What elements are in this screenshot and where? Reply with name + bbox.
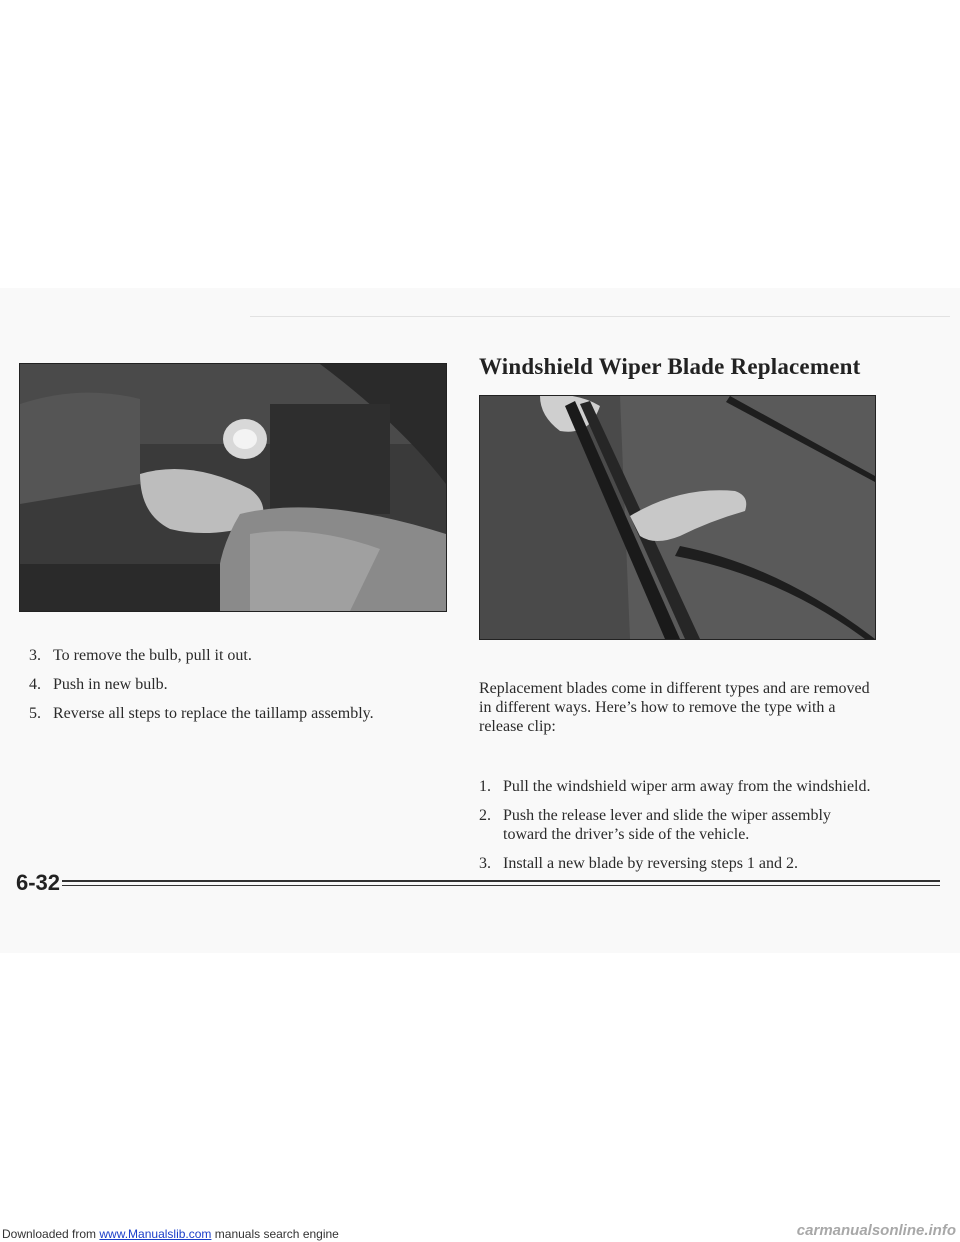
taillamp-bulb-photo [19, 363, 447, 612]
top-divider [250, 316, 950, 317]
step-text: Reverse all steps to replace the taillamp assembly. [53, 705, 374, 722]
list-item [479, 806, 879, 844]
manualslib-link[interactable]: www.Manualslib.com [99, 1227, 212, 1241]
step-number: 5. [29, 705, 41, 722]
intro-paragraph: Replacement blades come in different types and are removed in different ways. Here’s how to remove the type with a release clip: [479, 680, 870, 735]
wiper-steps-list [479, 777, 879, 883]
step-text: Pull the windshield wiper arm away from the windshield. [503, 778, 871, 795]
step-number: 3. [479, 855, 491, 872]
step-text: Push in new bulb. [53, 676, 168, 693]
list-item [479, 854, 879, 873]
list-item [29, 675, 449, 694]
wiper-blade-photo [479, 395, 876, 640]
step-number: 4. [29, 676, 41, 693]
step-number: 1. [479, 778, 491, 795]
list-item [29, 704, 449, 723]
step-number: 3. [29, 647, 41, 664]
taillamp-steps-list [29, 646, 449, 733]
list-item [479, 777, 879, 796]
watermark: carmanualsonline.info [796, 1222, 956, 1239]
step-text: Push the release lever and slide the wiper assembly toward the driver’s side of the vehicle. [503, 807, 831, 843]
page-number: 6-32 [16, 870, 61, 895]
list-item [29, 646, 449, 665]
download-suffix: manuals search engine [211, 1227, 339, 1241]
footer-rule-thin [62, 885, 940, 886]
download-bar [0, 1222, 960, 1242]
download-notice [2, 1227, 339, 1241]
section-heading: Windshield Wiper Blade Replacement [479, 354, 861, 379]
step-text: To remove the bulb, pull it out. [53, 647, 252, 664]
download-prefix: Downloaded from [2, 1227, 100, 1241]
footer-rule [62, 880, 940, 882]
step-text: Install a new blade by reversing steps 1 and 2. [503, 855, 799, 872]
step-number: 2. [479, 807, 491, 824]
